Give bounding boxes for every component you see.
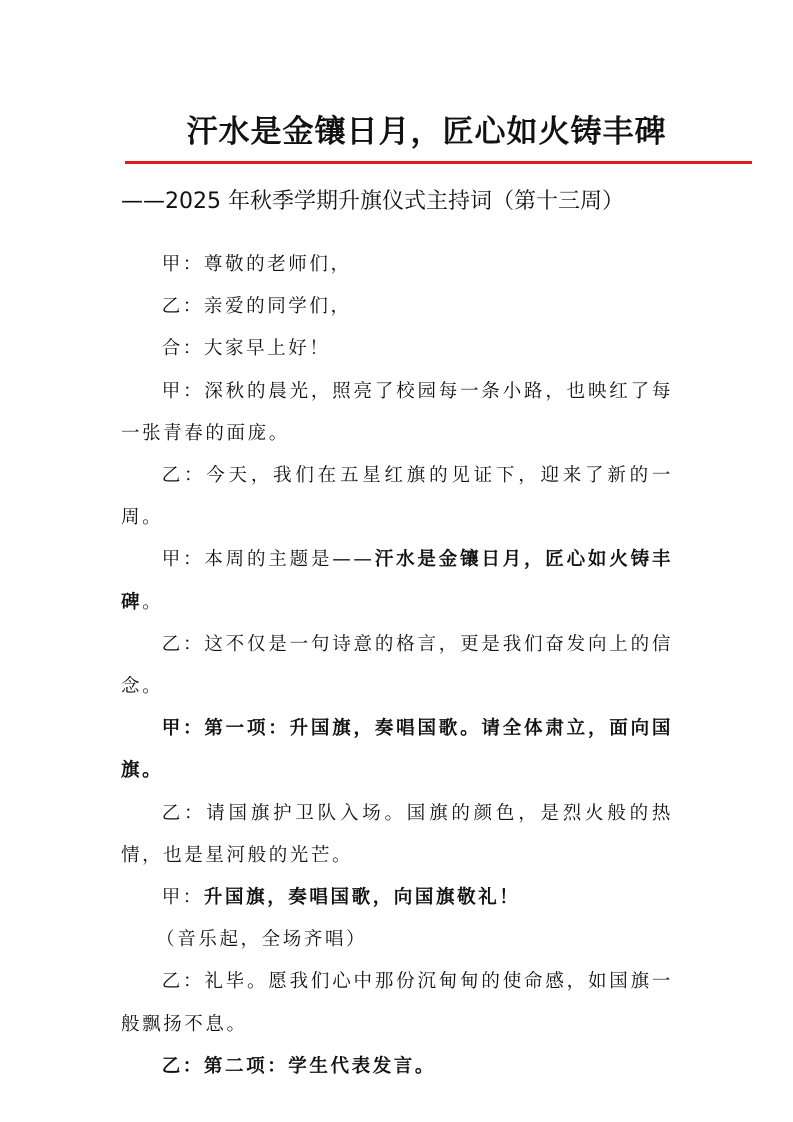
paragraph-item-one — [121, 708, 673, 792]
speaker-label: 乙： — [161, 971, 205, 993]
paragraph-text: 这不仅是一句诗意的格言，更是我们奋发向上的信念。 — [121, 633, 674, 698]
stage-direction — [121, 919, 673, 961]
paragraph-text: 深秋的晨光，照亮了校园每一条小路，也映红了每一张青春的面庞。 — [121, 380, 674, 444]
paragraph — [121, 793, 673, 877]
paragraph-text: 大家早上好！ — [203, 338, 331, 360]
speaker-label: 甲： — [161, 254, 204, 275]
paragraph-text: 亲爱的同学们， — [203, 296, 352, 318]
paragraph-bold-text: 第一项：升国旗，奏唱国歌。请全体肃立，面向国旗。 — [121, 718, 674, 782]
speaker-label: 甲： — [161, 549, 205, 571]
paragraph-text: 请国旗护卫队入场。国旗的颜色，是烈火般的热情，也是星河般的光芒。 — [121, 802, 674, 866]
paragraph-bold-text: 第二项：学生代表发言。 — [203, 1055, 436, 1077]
speaker-label: 乙： — [161, 633, 205, 655]
paragraph-theme — [121, 539, 673, 623]
speaker-label: 乙： — [161, 802, 207, 824]
speaker-label: 甲： — [161, 718, 205, 740]
paragraph — [121, 328, 673, 370]
theme-bold-text: 汗水是金镶日月，匠心如火铸丰碑 — [121, 549, 673, 613]
speaker-label: 甲： — [161, 887, 204, 909]
speaker-label: 甲： — [161, 380, 205, 402]
paragraph — [121, 371, 673, 455]
title-underline-rule — [125, 161, 752, 164]
paragraph — [121, 455, 673, 539]
document-title: 汗水是金镶日月，匠心如火铸丰碑 — [186, 114, 667, 150]
paragraph-tail: 。 — [142, 591, 164, 613]
paragraph-item-two — [121, 1046, 673, 1088]
paragraph-text: 今天，我们在五星红旗的见证下，迎来了新的一周。 — [121, 465, 674, 529]
paragraph-flag-raising — [121, 877, 673, 919]
document-body — [121, 244, 673, 1088]
document-subtitle: ——2025 年秋季学期升旗仪式主持词（第十三周） — [121, 189, 624, 214]
paragraph-text: （音乐起，全场齐唱） — [156, 929, 368, 951]
paragraph-text: 礼毕。愿我们心中那份沉甸甸的使命感，如国旗一般飘扬不息。 — [121, 971, 674, 1035]
speaker-label: 乙： — [161, 296, 204, 318]
paragraph — [121, 286, 673, 328]
paragraph — [121, 961, 673, 1045]
paragraph — [121, 244, 673, 286]
paragraph — [121, 624, 673, 708]
speaker-label: 合： — [161, 338, 204, 360]
paragraph-text: 尊敬的老师们， — [203, 254, 352, 275]
paragraph-bold-text: 升国旗，奏唱国歌，向国旗敬礼！ — [203, 887, 521, 909]
speaker-label: 乙： — [161, 465, 207, 487]
speaker-label: 乙： — [161, 1055, 204, 1077]
paragraph-text: 本周的主题是—— — [204, 549, 375, 571]
